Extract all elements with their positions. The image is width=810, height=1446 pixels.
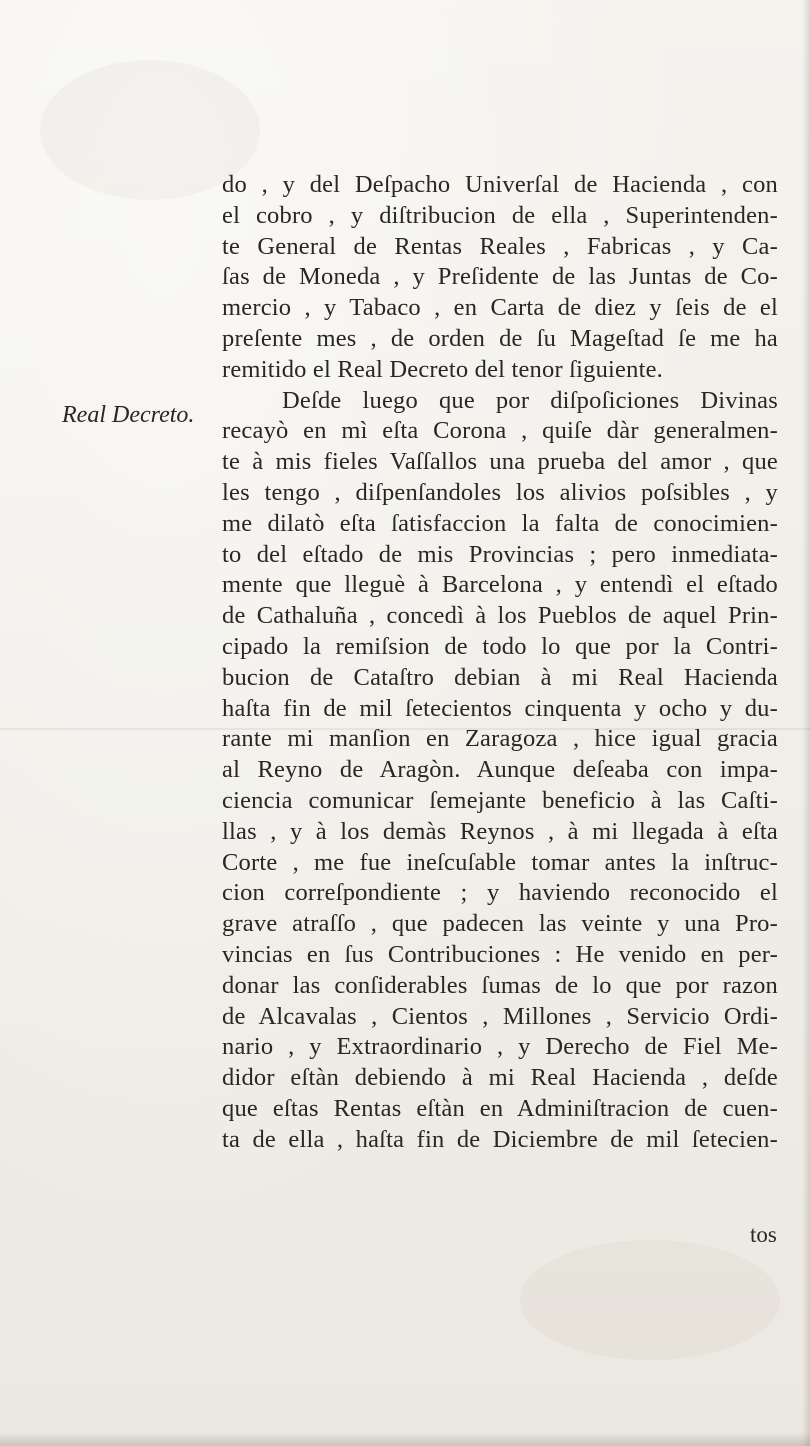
text-line: de Alcavalas , Cientos , Millones , Servicio Ordi- <box>222 1002 778 1030</box>
text-line: mercio , y Tabaco , en Carta de diez y ſeis de el <box>222 294 778 322</box>
body-text <box>222 170 778 1156</box>
text-line: les tengo , diſpenſandoles los alivios poſsibles , y <box>222 478 778 506</box>
text-line: recayò en mì eſta Corona , quiſe dàr generalmen- <box>222 417 778 445</box>
text-line: ſas de Moneda , y Preſidente de las Juntas de Co- <box>222 263 778 291</box>
text-line: haſta fin de mil ſetecientos cinquenta y ocho y du- <box>222 694 778 722</box>
margin-note: Real Decreto. <box>62 402 195 428</box>
text-line: bucion de Cataſtro debian à mi Real Hacienda <box>222 663 778 691</box>
page-edge-bottom <box>0 1432 810 1446</box>
text-line: to del eſtado de mis Provincias ; pero inmediata- <box>222 540 778 568</box>
text-line: Corte , me fue ineſcuſable tomar antes la inſtruc- <box>222 848 778 876</box>
text-line: rante mi manſion en Zaragoza , hice igual gracia <box>222 725 778 753</box>
text-line: preſente mes , de orden de ſu Mageſtad ſe me ha <box>222 324 778 352</box>
text-line: do , y del Deſpacho Univerſal de Hacienda , con <box>222 171 778 198</box>
text-line: ta de ella , haſta fin de Diciembre de mil ſetecien- <box>222 1125 778 1153</box>
text-line: al Reyno de Aragòn. Aunque deſeaba con impa- <box>222 756 778 784</box>
text-line: me dilatò eſta ſatisfaccion la falta de conocimien- <box>222 509 778 537</box>
catchword: tos <box>750 1222 777 1247</box>
text-line: el cobro , y diſtribucion de ella , Superintenden- <box>222 201 778 229</box>
text-line: cion correſpondiente ; y haviendo reconocido el <box>222 879 778 907</box>
text-line: remitido el Real Decreto del tenor ſiguiente. <box>222 355 663 383</box>
text-line: mente que lleguè à Barcelona , y entendì el eſtado <box>222 571 778 599</box>
text-line: grave atraſſo , que padecen las veinte y una Pro- <box>222 910 778 938</box>
text-line: te à mis fieles Vaſſallos una prueba del amor , que <box>222 448 778 476</box>
text-line: llas , y à los demàs Reynos , à mi llegada à eſta <box>222 817 778 845</box>
text-line: nario , y Extraordinario , y Derecho de Fiel Me- <box>222 1033 778 1061</box>
text-line: Deſde luego que por diſpoſiciones Divinas <box>282 386 778 414</box>
paper-stain <box>520 1240 780 1360</box>
text-line: ciencia comunicar ſemejante beneficio à las Caſti- <box>222 786 778 814</box>
text-line: de Cathaluña , concedì à los Pueblos de aquel Prin- <box>222 602 778 630</box>
text-line: vincias en ſus Contribuciones : He venido en per- <box>222 940 778 968</box>
page-edge-right <box>802 0 810 1446</box>
text-line: que eſtas Rentas eſtàn en Adminiſtracion de cuen- <box>222 1094 778 1122</box>
text-line: cipado la remiſsion de todo lo que por la Contri- <box>222 632 778 660</box>
text-line: donar las conſiderables ſumas de lo que por razon <box>222 971 778 999</box>
text-line: didor eſtàn debiendo à mi Real Hacienda , deſde <box>222 1064 778 1092</box>
text-line: te General de Rentas Reales , Fabricas , y Ca- <box>222 232 778 260</box>
